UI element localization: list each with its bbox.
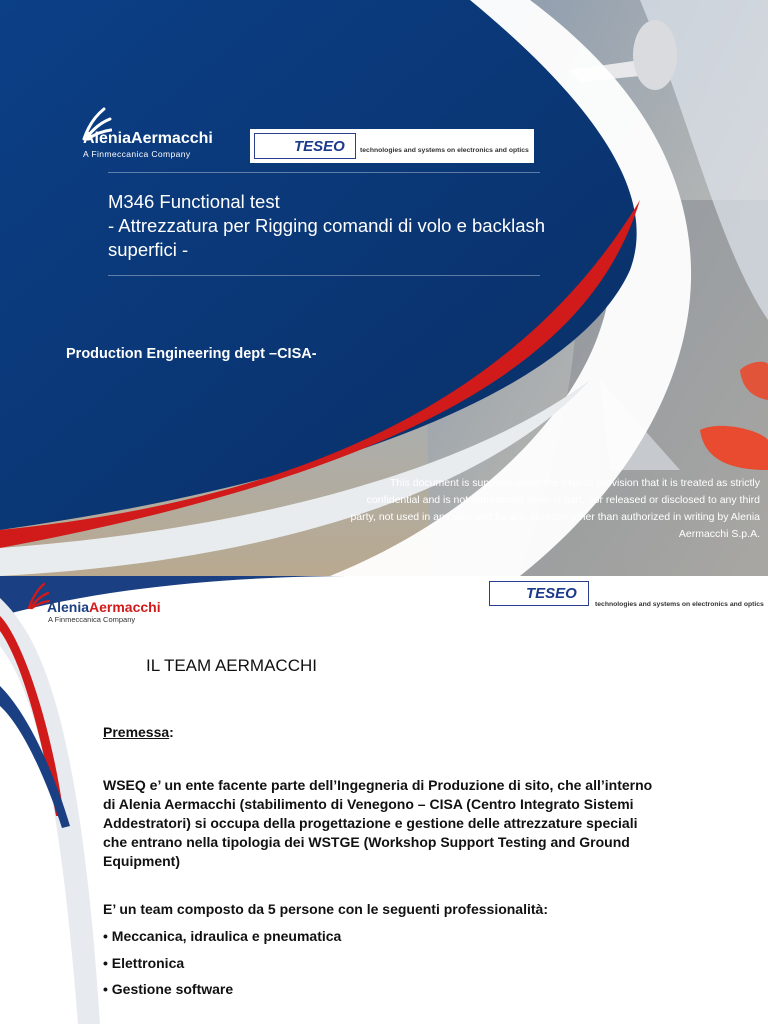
- title-divider-bottom: [108, 275, 540, 276]
- skill-item: • Gestione software: [103, 981, 234, 997]
- teseo-logo-name-small: TESEO: [526, 585, 577, 602]
- teseo-logo-name: TESEO: [294, 138, 345, 155]
- alenia-logo-name: AleniaAermacchi: [83, 130, 213, 147]
- skill-item: • Meccanica, idraulica e pneumatica: [103, 928, 342, 944]
- alenia-logo-name-small: AleniaAermacchi: [47, 599, 161, 615]
- cover-title-line1: M346 Functional test: [108, 191, 280, 212]
- cover-title: [108, 190, 578, 262]
- skill-item: • Elettronica: [103, 955, 185, 971]
- team-slide: [0, 576, 768, 1024]
- teseo-tagline: technologies and systems on electronics and optics: [360, 147, 529, 154]
- confidentiality-notice: This document is supplied under the explicit provision that it is treated as strictly confidential and is not reproduced even in part, nor released or disclosed to any third party, not used in any way and for any purpose other than authorized in writing by Alenia Aermacchi S.p.A.: [350, 477, 760, 540]
- department-label: Production Engineering dept –CISA-: [66, 346, 317, 362]
- title-divider-top: [108, 172, 540, 173]
- alenia-logo-tagline-small: A Finmeccanica Company: [48, 615, 136, 624]
- premessa-heading: Premessa:: [103, 724, 174, 740]
- team-title: IL TEAM AERMACCHI: [146, 656, 317, 675]
- cover-title-line2: - Attrezzatura per Rigging comandi di volo e backlash superfici -: [108, 215, 546, 260]
- intro-paragraph: WSEQ e’ un ente facente parte dell’Ingegneria di Produzione di sito, che all’interno di Alenia Aermacchi (stabilimento di Venegono – CISA (Centro Integrato Sistemi Addestratori) si occupa della progettazione e gestione delle attrezzature speciali che entrano nella tipologia dei WSTGE (Workshop Support Testing and Ground Equipment): [103, 777, 653, 869]
- alenia-logo-tagline: A Finmeccanica Company: [83, 149, 191, 159]
- team-composition: E’ un team composto da 5 persone con le seguenti professionalità:: [103, 901, 548, 917]
- teseo-tagline-small: technologies and systems on electronics and optics: [595, 601, 764, 608]
